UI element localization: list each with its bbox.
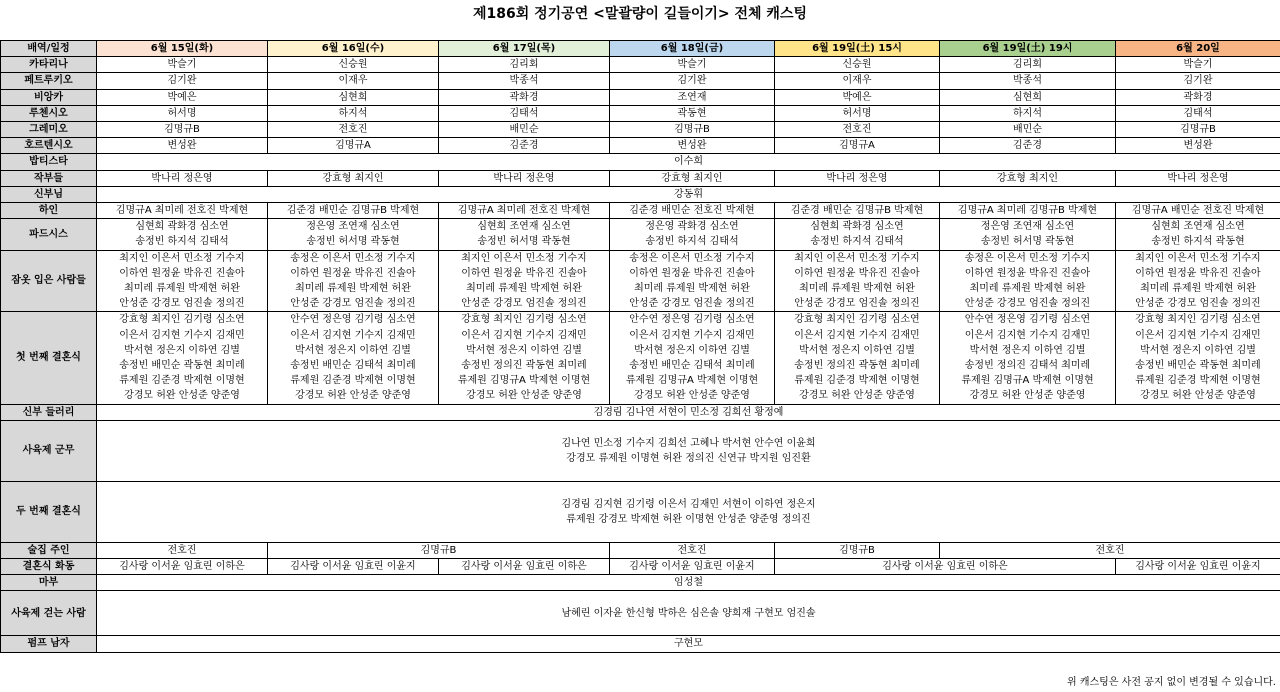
cast-cell [775,312,940,404]
cast-cell: 임성철 [97,575,1280,591]
cast-line: 심현희 조연재 심소연 [477,221,571,233]
cast-cell: 김사랑 이서윤 임효린 이하은 [775,559,1116,575]
cast-line: 류제원 김명규A 박제현 이명현 [457,375,591,387]
cast-cell [97,481,1280,542]
cast-line: 이하연 원정윤 박유진 진솔아 [794,267,920,279]
cast-cell [610,219,775,250]
cast-cell: 박슬기 [610,57,775,73]
cast-cell [940,250,1116,312]
date-header: 6월 18일(금) [610,41,775,57]
cast-cell: 하지석 [940,105,1116,121]
role-label: 펌프 남자 [1,636,97,652]
row-bianca [1,89,1280,105]
date-header: 6월 19일(土) 15시 [775,41,940,57]
cast-cell [439,250,610,312]
cast-line: 강경모 허완 안성준 양준영 [799,390,915,402]
cast-cell: 박슬기 [1116,57,1280,73]
cast-line: 박서현 정은지 이하연 김별 [124,344,240,356]
cast-line: 최미레 류제원 박제현 허완 [1140,283,1256,295]
cast-line: 박서현 정은지 이하연 김별 [634,344,750,356]
cast-cell: 심현희 [268,89,439,105]
cast-cell [97,420,1280,481]
row-baptista [1,154,1280,170]
cast-cell: 곽화경 [439,89,610,105]
cast-cell: 박나리 정은영 [775,170,940,186]
role-label: 루첸시오 [1,105,97,121]
row-padishah [1,219,1280,250]
cast-line: 송정은 이은서 민소정 기수지 [629,252,755,264]
cast-cell: 허서명 [97,105,268,121]
cast-line: 박서현 정은지 이하연 김별 [1140,344,1256,356]
cast-cell: 박나리 정은영 [439,170,610,186]
cast-line: 이하연 원정윤 박유진 진솔아 [119,267,245,279]
cast-line: 송정빈 하지석 김태석 [645,236,739,248]
role-label: 두 번째 결혼식 [1,481,97,542]
cast-cell [940,219,1116,250]
row-lucentio [1,105,1280,121]
cast-line: 강경모 허완 안성준 양준영 [634,390,750,402]
cast-cell: 조연재 [610,89,775,105]
cast-line: 안수연 정은영 김기령 심소연 [290,314,416,326]
date-header: 6월 19일(土) 19시 [940,41,1116,57]
cast-line: 송정빈 허서명 곽동현 [477,236,571,248]
cast-line: 이은서 김지현 기수지 김재민 [1135,329,1261,341]
cast-line: 강경모 허완 안성준 양준영 [295,390,411,402]
cast-line: 안성준 강경모 엄진솔 정의진 [629,298,755,310]
role-label: 신부 들러리 [1,404,97,420]
row-servants [1,203,1280,219]
cast-line: 류제원 김명규A 박제현 이명현 [625,375,759,387]
cast-cell [268,250,439,312]
cast-line: 강효형 최지인 김기령 심소연 [119,314,245,326]
cast-line: 최미레 류제원 박제현 허완 [969,283,1086,295]
cast-cell: 김명규A 배민순 전호진 박제현 [1116,203,1280,219]
cast-cell: 김명규B [1116,122,1280,138]
cast-cell: 박예은 [97,89,268,105]
row-gremio [1,122,1280,138]
cast-cell: 김태석 [439,105,610,121]
cast-line: 송정빈 배민순 김태석 최미레 [290,360,416,372]
cast-cell: 박슬기 [97,57,268,73]
cast-cell: 배민순 [940,122,1116,138]
cast-cell [775,219,940,250]
cast-cell [1116,312,1280,404]
date-header: 6월 20일 [1116,41,1280,57]
cast-line: 송정빈 하지석 김태석 [135,236,229,248]
cast-cell: 김명규A [268,138,439,154]
cast-cell: 전호진 [610,542,775,558]
row-wedding1 [1,312,1280,404]
cast-line: 이은서 김지현 기수지 김재민 [290,329,416,341]
cast-line: 송정빈 정의진 곽동현 최미레 [794,360,920,372]
cast-line: 최미레 류제원 박제현 허완 [799,283,915,295]
cast-cell: 전호진 [940,542,1280,558]
cast-cell: 곽화경 [1116,89,1280,105]
cast-cell: 박예은 [775,89,940,105]
cast-line: 정은영 곽화경 심소연 [645,221,739,233]
cast-cell [610,312,775,404]
cast-line: 송정은 이은서 민소정 기수지 [964,252,1091,264]
cast-cell: 박종석 [940,73,1116,89]
cast-cell: 강효형 최지인 [610,170,775,186]
cast-line: 송정빈 하지석 김태석 [810,236,904,248]
cast-cell: 이재우 [268,73,439,89]
cast-cell [268,219,439,250]
cast-cell: 박나리 정은영 [97,170,268,186]
cast-cell: 전호진 [268,122,439,138]
cast-cell [97,312,268,404]
date-header: 6월 16일(수) [268,41,439,57]
footnote: 위 캐스팅은 사전 공지 없이 변경될 수 있습니다. [1067,677,1276,688]
cast-cell [610,250,775,312]
cast-line: 강효형 최지인 김기령 심소연 [1135,314,1261,326]
cast-cell: 신승원 [268,57,439,73]
cast-cell: 하지석 [268,105,439,121]
cast-cell: 이재우 [775,73,940,89]
cast-cell [268,312,439,404]
cast-cell: 김준경 배민순 김명규B 박제현 [268,203,439,219]
cast-line: 송정빈 허서명 곽동현 [306,236,400,248]
cast-line: 류제원 김준경 박제현 이명현 [1135,375,1261,387]
cast-cell: 이수희 [97,154,1280,170]
cast-cell: 김명규A [775,138,940,154]
cast-cell: 김사랑 이서윤 임효린 이윤지 [610,559,775,575]
row-katarina [1,57,1280,73]
cast-line: 강경모 류제원 이명현 허완 정의진 신연규 박지원 임진환 [566,452,811,464]
cast-line: 안성준 강경모 엄진솔 정의진 [119,298,245,310]
date-header: 6월 15일(화) [97,41,268,57]
cast-line: 이은서 김지현 기수지 김재민 [119,329,245,341]
row-coachman [1,575,1280,591]
cast-line: 이하연 원정윤 박유진 진솔아 [1135,267,1261,279]
cast-line: 최지인 이은서 민소정 기수지 [119,252,245,264]
cast-line: 최미레 류제원 박제현 허완 [295,283,411,295]
row-sleepers [1,250,1280,312]
cast-line: 송정빈 하지석 곽동현 [1151,236,1245,248]
cast-cell: 김기완 [610,73,775,89]
role-label: 술집 주인 [1,542,97,558]
cast-line: 박서현 정은지 이하연 김별 [466,344,582,356]
cast-line: 이하연 원정윤 박유진 진솔아 [290,267,416,279]
cast-cell: 김준경 배민순 전호진 박제현 [610,203,775,219]
cast-line: 박서현 정은지 이하연 김별 [969,344,1086,356]
cast-cell: 김명규A 최미레 전호진 박제현 [439,203,610,219]
cast-cell: 김태석 [1116,105,1280,121]
cast-cell: 강효형 최지인 [268,170,439,186]
row-bridesmaids [1,404,1280,420]
cast-line: 강경모 허완 안성준 양준영 [124,390,240,402]
cast-line: 최지인 이은서 민소정 기수지 [1135,252,1261,264]
cast-cell: 강효형 최지인 [940,170,1116,186]
role-label: 그레미오 [1,122,97,138]
cast-cell: 변성완 [97,138,268,154]
cast-cell: 허서명 [775,105,940,121]
cast-line: 송정빈 정의진 곽동현 최미레 [461,360,587,372]
cast-line: 정은영 조연재 심소연 [980,221,1075,233]
cast-line: 안성준 강경모 엄진솔 정의진 [290,298,416,310]
cast-cell [775,250,940,312]
role-label: 카타리나 [1,57,97,73]
cast-line: 이하연 원정윤 박유진 진솔아 [461,267,587,279]
role-label: 밥티스타 [1,154,97,170]
cast-line: 류제원 김준경 박제현 이명현 [290,375,416,387]
cast-line: 심현희 곽화경 심소연 [135,221,229,233]
role-label: 비앙카 [1,89,97,105]
cast-line: 안성준 강경모 엄진솔 정의진 [794,298,920,310]
cast-line: 송정빈 배민순 김태석 최미레 [629,360,755,372]
cast-cell: 변성완 [610,138,775,154]
cast-line: 김경림 김지현 김기령 이은서 김재민 서현이 이하연 정은지 [561,498,816,510]
cast-cell: 박나리 정은영 [1116,170,1280,186]
row-wedding2 [1,481,1280,542]
row-petruchio [1,73,1280,89]
cast-line: 안성준 강경모 엄진솔 정의진 [1135,298,1261,310]
role-label: 사육제 군무 [1,420,97,481]
cast-cell: 김준경 배민순 김명규B 박제현 [775,203,940,219]
cast-line: 류제원 김명규A 박제현 이명현 [961,375,1094,387]
cast-cell [439,219,610,250]
role-label: 파드시스 [1,219,97,250]
cast-line: 안수연 정은영 김기령 심소연 [964,314,1091,326]
role-label: 하인 [1,203,97,219]
role-label: 페트루키오 [1,73,97,89]
cast-cell: 김준경 [940,138,1116,154]
cast-cell [439,312,610,404]
cast-cell: 박종석 [439,73,610,89]
cast-line: 이은서 김지현 기수지 김재민 [461,329,587,341]
cast-cell [1116,219,1280,250]
cast-line: 강효형 최지인 김기령 심소연 [794,314,920,326]
cast-cell [1116,250,1280,312]
cast-cell: 변성완 [1116,138,1280,154]
cast-cell: 김사랑 이서윤 임효린 이윤지 [268,559,439,575]
cast-line: 김나연 민소정 기수지 김희선 고혜나 박서현 안수연 이윤희 [561,437,816,449]
cast-line: 정은영 조연재 심소연 [306,221,400,233]
cast-cell: 김사랑 이서윤 임효린 이하은 [439,559,610,575]
row-flowers [1,559,1280,575]
cast-cell: 김경림 김나연 서현이 민소정 김희선 황정예 [97,404,1280,420]
cast-cell: 전호진 [775,122,940,138]
row-hortensio [1,138,1280,154]
cast-line: 최미레 류제원 박제현 허완 [124,283,240,295]
cast-cell [97,250,268,312]
cast-line: 류제원 강경모 박제현 허완 이명현 안성준 양준영 정의진 [566,513,811,525]
cast-line: 최지인 이은서 민소정 기수지 [461,252,587,264]
cast-cell: 김명규B [610,122,775,138]
row-walkers [1,591,1280,636]
cast-line: 강효형 최지인 김기령 심소연 [461,314,587,326]
cast-cell: 김명규A 최미레 전호진 박제현 [97,203,268,219]
cast-cell: 김기완 [97,73,268,89]
cast-cell: 김사랑 이서윤 임효린 이윤지 [1116,559,1280,575]
cast-line: 최미레 류제원 박제현 허완 [634,283,750,295]
cast-cell: 신승원 [775,57,940,73]
cast-cell: 김준경 [439,138,610,154]
row-pump [1,636,1280,652]
cast-line: 이하연 원정윤 박유진 진솔아 [964,267,1091,279]
cast-line: 송정빈 정의진 김태석 최미레 [964,360,1091,372]
cast-cell: 김명규A 최미레 김명규B 박제현 [940,203,1116,219]
cast-cell: 김리회 [940,57,1116,73]
cast-cell: 김명규B [775,542,940,558]
cast-cell: 배민순 [439,122,610,138]
cast-cell [940,312,1116,404]
cast-line: 강경모 허완 안성준 양준영 [1140,390,1256,402]
cast-line: 안수연 정은영 김기령 심소연 [629,314,755,326]
cast-cell: 남혜린 이자윤 한신형 박하은 심은솔 양희재 구현모 엄진솔 [97,591,1280,636]
row-priest [1,186,1280,202]
cast-cell: 김리회 [439,57,610,73]
role-label: 작부들 [1,170,97,186]
cast-line: 심현희 조연재 심소연 [1151,221,1245,233]
cast-cell: 구현모 [97,636,1280,652]
role-label: 호르텐시오 [1,138,97,154]
cast-cell [97,219,268,250]
cast-line: 강경모 허완 안성준 양준영 [466,390,582,402]
cast-cell: 김명규B [268,542,610,558]
role-label: 사육제 걷는 사람 [1,591,97,636]
cast-cell: 김기완 [1116,73,1280,89]
cast-line: 송정빈 배민순 곽동현 최미레 [1135,360,1261,372]
cast-line: 최미레 류제원 박제현 허완 [466,283,582,295]
cast-line: 안성준 강경모 엄진솔 정의진 [964,298,1091,310]
cast-line: 류제원 김준경 박제현 이명현 [119,375,245,387]
cast-line: 이은서 김지현 기수지 김재민 [964,329,1091,341]
cast-cell: 전호진 [97,542,268,558]
cast-line: 최지인 이은서 민소정 기수지 [794,252,920,264]
cast-line: 강경모 허완 안성준 양준영 [969,390,1086,402]
row-father [1,170,1280,186]
cast-line: 이은서 김지현 기수지 김재민 [629,329,755,341]
page-title: 제186회 정기공연 <말괄량이 길들이기> 전체 캐스팅 [472,6,807,22]
cast-line: 류제원 김준경 박제현 이명현 [794,375,920,387]
cast-cell: 김사랑 이서윤 임효린 이하은 [97,559,268,575]
cast-line: 송정빈 배민순 곽동현 최미레 [119,360,245,372]
cast-line: 이은서 김지현 기수지 김재민 [794,329,920,341]
role-label: 신부님 [1,186,97,202]
row-soldiers [1,420,1280,481]
row-innkeeper [1,542,1280,558]
cast-cell: 강동휘 [97,186,1280,202]
role-label: 마부 [1,575,97,591]
cast-line: 이하연 원정윤 박유진 진솔아 [629,267,755,279]
cast-line: 안성준 강경모 엄진솔 정의진 [461,298,587,310]
cast-cell: 심현희 [940,89,1116,105]
header-row [1,41,1280,57]
cast-line: 박서현 정은지 이하연 김별 [799,344,915,356]
header-corner: 배역/일정 [1,41,97,57]
role-label: 첫 번째 결혼식 [1,312,97,404]
cast-line: 심현희 곽화경 심소연 [810,221,904,233]
cast-line: 박서현 정은지 이하연 김별 [295,344,411,356]
cast-line: 송정은 이은서 민소정 기수지 [290,252,416,264]
cast-cell: 김명규B [97,122,268,138]
casting-table [0,40,1280,653]
cast-cell: 곽동현 [610,105,775,121]
role-label: 잠옷 입은 사람들 [1,250,97,312]
date-header: 6월 17일(목) [439,41,610,57]
cast-line: 송정빈 허서명 곽동현 [980,236,1075,248]
role-label: 결혼식 화동 [1,559,97,575]
